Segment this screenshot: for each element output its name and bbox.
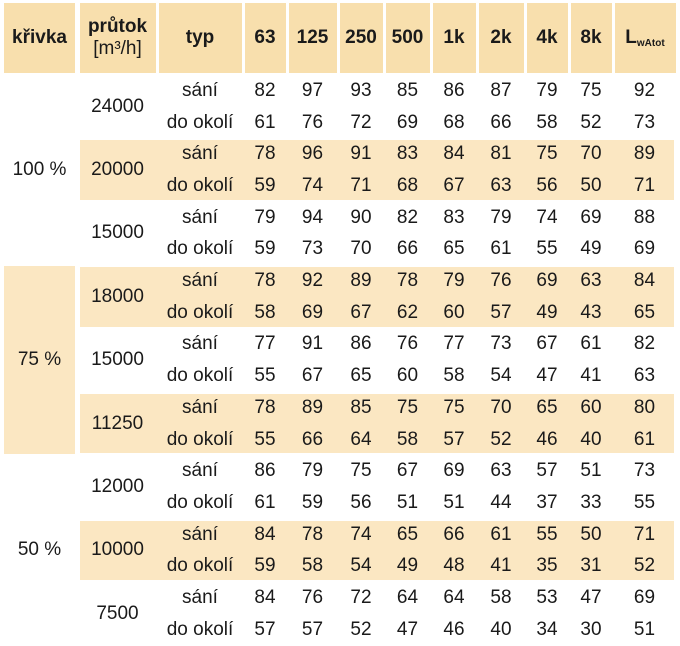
row-type: do okolí [166, 365, 234, 387]
header-flow-line1: průtok [87, 16, 148, 37]
flow-value: 24000 [91, 95, 144, 117]
band-value-63: 57 [254, 618, 276, 640]
band-value-63: 58 [254, 301, 276, 323]
header-curve: křivka [4, 3, 75, 73]
band-value-250: 72 [350, 587, 372, 609]
band-value-125: 57 [301, 618, 324, 640]
band-value-4k: 69 [536, 270, 558, 292]
header-band-63: 63 [245, 3, 286, 73]
lwatot-value: 55 [633, 491, 656, 513]
band-value-8k: 43 [580, 301, 602, 323]
band-value-1k: 86 [443, 79, 465, 101]
row-type: do okolí [166, 174, 234, 196]
lwatot-value: 69 [633, 587, 656, 609]
band-value-1k: 66 [443, 523, 465, 545]
band-value-125: 78 [301, 523, 324, 545]
band-value-125: 79 [301, 460, 324, 482]
lwatot-value: 88 [633, 206, 656, 228]
row-type: do okolí [166, 301, 234, 323]
row-type: do okolí [166, 238, 234, 260]
header-band-2k: 2k [479, 3, 524, 73]
flow-value: 7500 [96, 602, 139, 624]
band-value-500: 58 [396, 428, 419, 450]
band-value-500: 60 [396, 365, 419, 387]
row-type: do okolí [166, 428, 234, 450]
band-value-2k: 44 [490, 491, 512, 513]
band-value-8k: 52 [580, 111, 602, 133]
band-value-500: 62 [396, 301, 419, 323]
band-value-250: 67 [350, 301, 372, 323]
band-value-1k: 83 [443, 206, 465, 228]
band-value-125: 66 [301, 428, 324, 450]
header-lw-subscript: wAtot [636, 37, 665, 49]
band-value-125: 58 [301, 555, 324, 577]
band-value-1k: 60 [443, 301, 465, 323]
row-type: do okolí [166, 618, 234, 640]
band-value-250: 91 [350, 143, 372, 165]
band-value-63: 55 [254, 365, 276, 387]
band-value-1k: 58 [443, 365, 465, 387]
band-value-500: 76 [396, 333, 419, 355]
header-type: typ [159, 3, 242, 73]
band-value-8k: 30 [580, 618, 602, 640]
band-value-1k: 79 [443, 270, 465, 292]
band-value-250: 56 [350, 491, 372, 513]
band-value-63: 59 [254, 238, 276, 260]
band-value-1k: 46 [443, 618, 465, 640]
band-value-125: 59 [301, 491, 324, 513]
band-value-2k: 87 [490, 79, 512, 101]
band-value-4k: 49 [536, 301, 558, 323]
band-value-4k: 55 [536, 238, 558, 260]
band-value-2k: 57 [490, 301, 512, 323]
band-value-250: 52 [350, 618, 372, 640]
band-value-500: 83 [396, 143, 419, 165]
band-value-4k: 58 [536, 111, 558, 133]
band-value-250: 90 [350, 206, 372, 228]
band-value-250: 86 [350, 333, 372, 355]
band-value-1k: 64 [443, 587, 465, 609]
band-value-63: 79 [254, 206, 276, 228]
band-value-500: 47 [396, 618, 419, 640]
band-value-2k: 73 [490, 333, 512, 355]
lwatot-value: 65 [633, 301, 656, 323]
band-value-2k: 66 [490, 111, 512, 133]
band-value-500: 67 [396, 460, 419, 482]
row-type: sání [182, 79, 218, 101]
band-value-63: 82 [254, 79, 276, 101]
band-value-8k: 50 [580, 523, 602, 545]
band-value-4k: 53 [536, 587, 558, 609]
band-value-63: 84 [254, 587, 276, 609]
band-value-500: 64 [396, 587, 419, 609]
row-type: sání [182, 460, 218, 482]
band-value-2k: 63 [490, 460, 512, 482]
band-value-4k: 55 [536, 523, 558, 545]
band-value-63: 61 [254, 491, 276, 513]
flow-value: 20000 [91, 159, 144, 181]
row-type: do okolí [166, 491, 234, 513]
band-value-125: 76 [301, 111, 324, 133]
band-value-8k: 69 [580, 206, 602, 228]
band-value-2k: 61 [490, 523, 512, 545]
band-value-63: 59 [254, 555, 276, 577]
flow-value: 15000 [91, 222, 144, 244]
band-value-2k: 52 [490, 428, 512, 450]
band-value-500: 82 [396, 206, 419, 228]
band-value-4k: 57 [536, 460, 558, 482]
band-value-250: 93 [350, 79, 372, 101]
band-value-8k: 61 [580, 333, 602, 355]
flow-value: 11250 [91, 412, 144, 434]
header-band-250: 250 [340, 3, 383, 73]
band-value-125: 97 [301, 79, 324, 101]
band-value-2k: 40 [490, 618, 512, 640]
band-value-63: 77 [254, 333, 276, 355]
header-flow-unit: [m³/h] [93, 38, 142, 59]
row-type: sání [182, 523, 218, 545]
band-value-500: 78 [396, 270, 419, 292]
row-type: do okolí [166, 111, 234, 133]
lwatot-value: 84 [633, 270, 656, 292]
row-type: sání [182, 333, 218, 355]
band-value-1k: 48 [443, 555, 465, 577]
lwatot-value: 92 [633, 79, 656, 101]
band-value-250: 71 [350, 174, 372, 196]
band-value-63: 78 [254, 143, 276, 165]
flow-value: 18000 [91, 285, 144, 307]
band-value-8k: 51 [580, 460, 602, 482]
lwatot-value: 89 [633, 143, 656, 165]
band-value-1k: 68 [443, 111, 465, 133]
flow-value: 12000 [91, 476, 144, 498]
band-value-250: 75 [350, 460, 372, 482]
lwatot-value: 71 [633, 523, 656, 545]
header-lw-main: L [625, 27, 637, 48]
lwatot-value: 69 [633, 238, 656, 260]
band-value-2k: 81 [490, 143, 512, 165]
curve-label: 75 % [17, 349, 62, 371]
row-type: sání [182, 396, 218, 418]
band-value-8k: 33 [580, 491, 602, 513]
band-value-250: 72 [350, 111, 372, 133]
lwatot-value: 61 [633, 428, 656, 450]
row-type: do okolí [166, 555, 234, 577]
lwatot-value: 63 [633, 365, 656, 387]
band-value-2k: 41 [490, 555, 512, 577]
row-type: sání [182, 587, 218, 609]
lwatot-value: 73 [633, 111, 656, 133]
header-band-500: 500 [386, 3, 430, 73]
band-value-2k: 58 [490, 587, 512, 609]
band-value-1k: 67 [443, 174, 465, 196]
lwatot-value: 80 [633, 396, 656, 418]
band-value-4k: 74 [536, 206, 558, 228]
header-band-1k: 1k [433, 3, 476, 73]
lwatot-value: 73 [633, 460, 656, 482]
band-value-250: 85 [350, 396, 372, 418]
band-value-500: 51 [396, 491, 419, 513]
band-value-8k: 31 [580, 555, 602, 577]
band-value-125: 76 [301, 587, 324, 609]
band-value-8k: 41 [580, 365, 602, 387]
band-value-1k: 57 [443, 428, 465, 450]
header-band-4k: 4k [527, 3, 568, 73]
band-value-500: 69 [396, 111, 419, 133]
header-lwatot [615, 3, 676, 73]
band-value-63: 55 [254, 428, 276, 450]
row-type: sání [182, 270, 218, 292]
lwatot-value: 51 [633, 618, 656, 640]
band-value-4k: 46 [536, 428, 558, 450]
band-value-2k: 61 [490, 238, 512, 260]
band-value-1k: 69 [443, 460, 465, 482]
lwatot-value: 82 [633, 333, 656, 355]
band-value-1k: 75 [443, 396, 465, 418]
band-value-4k: 65 [536, 396, 558, 418]
band-value-125: 67 [301, 365, 324, 387]
band-value-8k: 75 [580, 79, 602, 101]
band-value-125: 69 [301, 301, 324, 323]
band-value-4k: 75 [536, 143, 558, 165]
lwatot-value: 52 [633, 555, 656, 577]
curve-label: 100 % [12, 159, 67, 181]
band-value-2k: 79 [490, 206, 512, 228]
lwatot-value: 71 [633, 174, 656, 196]
flow-value: 10000 [91, 539, 144, 561]
band-value-63: 59 [254, 174, 276, 196]
band-value-4k: 34 [536, 618, 558, 640]
band-value-63: 84 [254, 523, 276, 545]
band-value-8k: 70 [580, 143, 602, 165]
band-value-1k: 77 [443, 333, 465, 355]
band-value-250: 70 [350, 238, 372, 260]
band-value-1k: 51 [443, 491, 465, 513]
band-value-125: 89 [301, 396, 324, 418]
band-value-1k: 65 [443, 238, 465, 260]
band-value-2k: 76 [490, 270, 512, 292]
band-value-4k: 79 [536, 79, 558, 101]
band-value-250: 64 [350, 428, 372, 450]
flow-value: 15000 [91, 349, 144, 371]
band-value-250: 65 [350, 365, 372, 387]
band-value-8k: 49 [580, 238, 602, 260]
band-value-125: 91 [301, 333, 324, 355]
band-value-2k: 70 [490, 396, 512, 418]
header-band-125: 125 [289, 3, 337, 73]
header-band-8k: 8k [571, 3, 612, 73]
band-value-63: 78 [254, 396, 276, 418]
band-value-125: 96 [301, 143, 324, 165]
band-value-500: 49 [396, 555, 419, 577]
band-value-8k: 50 [580, 174, 602, 196]
band-value-8k: 63 [580, 270, 602, 292]
band-value-125: 94 [301, 206, 324, 228]
band-value-4k: 35 [536, 555, 558, 577]
band-value-8k: 60 [580, 396, 602, 418]
band-value-500: 68 [396, 174, 419, 196]
band-value-500: 85 [396, 79, 419, 101]
row-type: sání [182, 143, 218, 165]
band-value-8k: 47 [580, 587, 602, 609]
band-value-63: 61 [254, 111, 276, 133]
band-value-125: 73 [301, 238, 324, 260]
band-value-63: 86 [254, 460, 276, 482]
band-value-8k: 40 [580, 428, 602, 450]
band-value-125: 92 [301, 270, 324, 292]
band-value-2k: 63 [490, 174, 512, 196]
band-value-4k: 37 [536, 491, 558, 513]
row-type: sání [182, 206, 218, 228]
band-value-500: 66 [396, 238, 419, 260]
band-value-250: 89 [350, 270, 372, 292]
header-flow [80, 3, 156, 73]
band-value-2k: 54 [490, 365, 512, 387]
band-value-500: 65 [396, 523, 419, 545]
band-value-250: 54 [350, 555, 372, 577]
band-value-125: 74 [301, 174, 324, 196]
band-value-250: 74 [350, 523, 372, 545]
curve-label: 50 % [17, 539, 62, 561]
band-value-63: 78 [254, 270, 276, 292]
band-value-4k: 47 [536, 365, 558, 387]
band-value-4k: 56 [536, 174, 558, 196]
band-value-500: 75 [396, 396, 419, 418]
band-value-4k: 67 [536, 333, 558, 355]
band-value-1k: 84 [443, 143, 465, 165]
